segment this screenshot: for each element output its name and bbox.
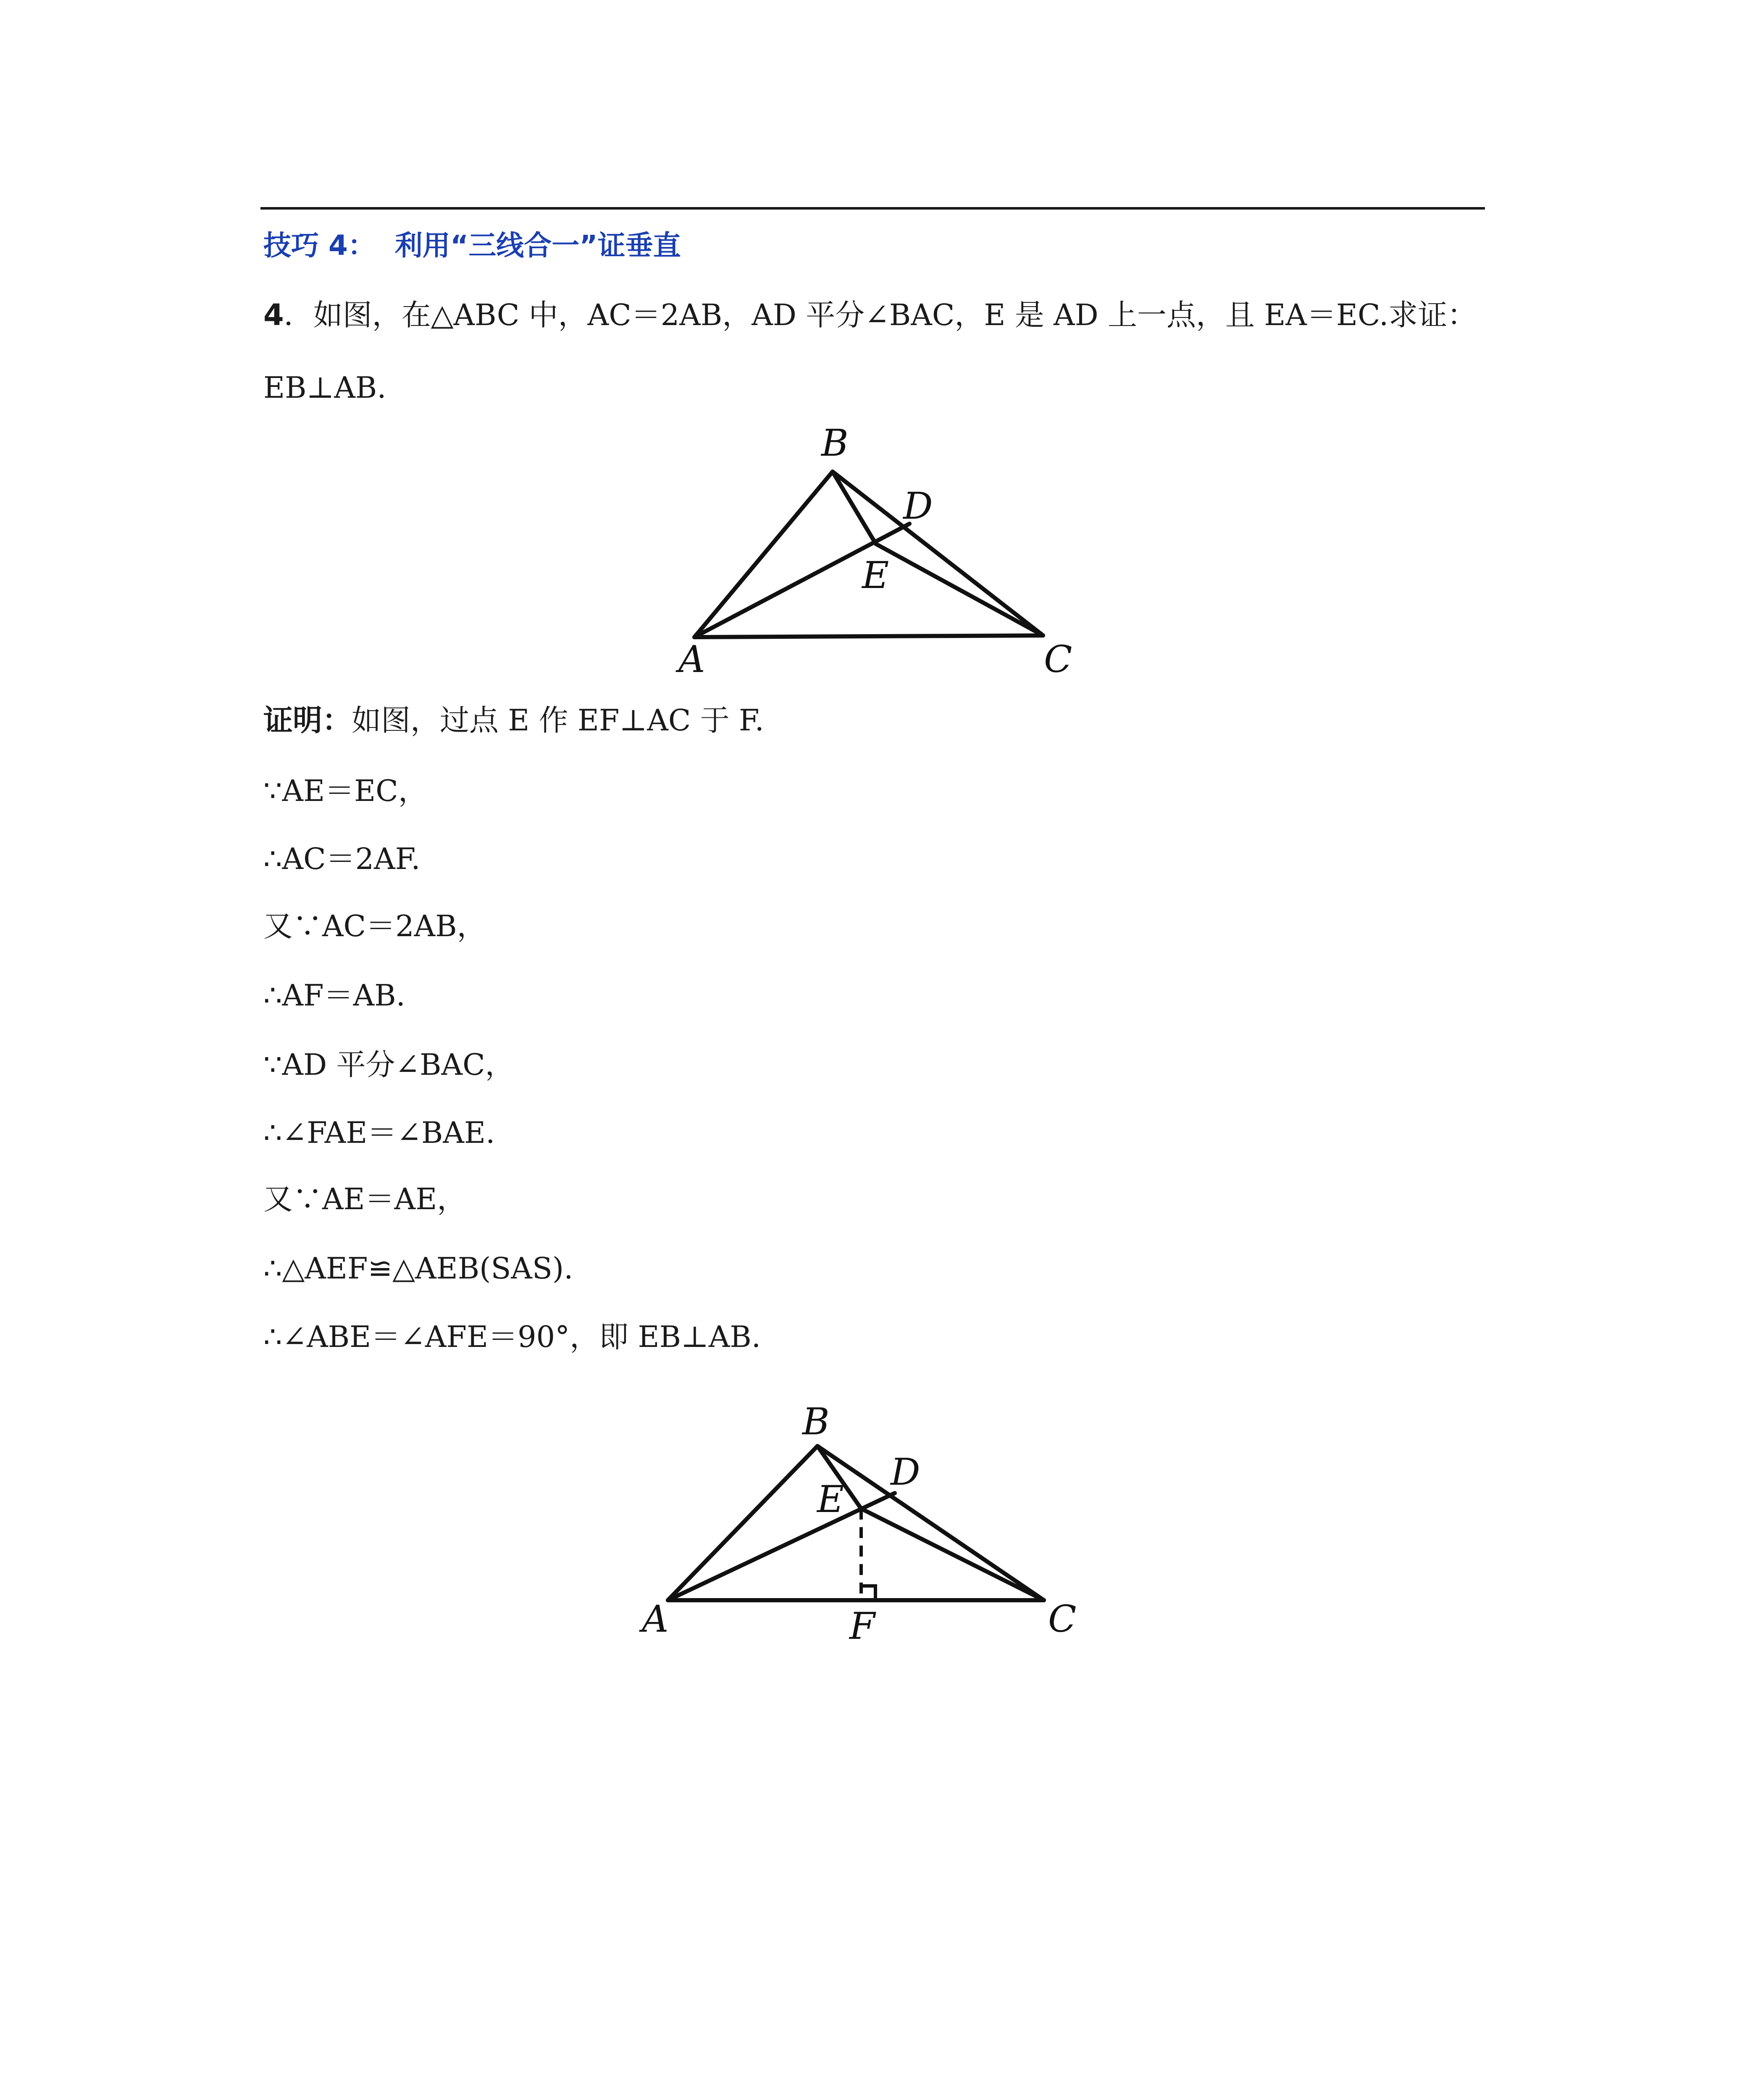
- segment-ab: [668, 1446, 817, 1600]
- segment-ec: [876, 544, 1043, 635]
- segment-ab: [694, 472, 833, 637]
- top-rule: [260, 207, 1485, 210]
- proof-step: ∴AF＝AB.: [263, 978, 405, 1013]
- segment-ac: [694, 635, 1043, 637]
- label-d: D: [891, 1450, 920, 1494]
- problem-number: 4: [263, 298, 284, 332]
- label-b: B: [802, 1400, 830, 1443]
- proof-step: ∵AE＝EC，: [263, 774, 428, 808]
- figure-1-triangle: [647, 420, 1109, 689]
- label-a: A: [642, 1597, 669, 1641]
- label-a: A: [678, 638, 705, 681]
- proof-step: ∴∠FAE＝∠BAE.: [263, 1116, 495, 1150]
- proof-step: ∵AD 平分∠BAC，: [263, 1047, 515, 1082]
- proof-intro: 如图，过点 E 作 EF⊥AC 于 F.: [352, 703, 764, 738]
- segment-ec: [861, 1509, 1044, 1600]
- label-e: E: [862, 554, 889, 597]
- label-c: C: [1044, 638, 1072, 681]
- problem-line-1: [263, 296, 1477, 334]
- proof-step: ∴∠ABE＝∠AFE＝90°，即 EB⊥AB.: [263, 1320, 761, 1354]
- segment-bc: [817, 1446, 1044, 1600]
- label-e: E: [817, 1478, 844, 1521]
- proof-label: 证明：: [263, 703, 352, 738]
- segment-be: [833, 472, 876, 544]
- proof-intro-line: [263, 701, 764, 739]
- label-b: B: [821, 421, 849, 465]
- proof-step: 又∵AE＝AE，: [263, 1182, 467, 1216]
- problem-line-2: EB⊥AB.: [263, 370, 386, 405]
- proof-step: ∴△AEF≌△AEB(SAS).: [263, 1251, 573, 1286]
- proof-step: 又∵AC＝2AB，: [263, 909, 486, 943]
- figure-2-triangle: [630, 1399, 1113, 1651]
- section-heading: 技巧 4： 利用“三线合一”证垂直: [263, 229, 681, 262]
- label-f: F: [849, 1604, 875, 1648]
- problem-statement: ．如图，在△ABC 中，AC＝2AB，AD 平分∠BAC，E 是 AD 上一点，且 EA＝EC.求证：: [284, 298, 1477, 332]
- label-d: D: [903, 484, 933, 528]
- right-angle-mark: [861, 1586, 875, 1600]
- proof-step: ∴AC＝2AF.: [263, 842, 420, 876]
- label-c: C: [1048, 1597, 1077, 1641]
